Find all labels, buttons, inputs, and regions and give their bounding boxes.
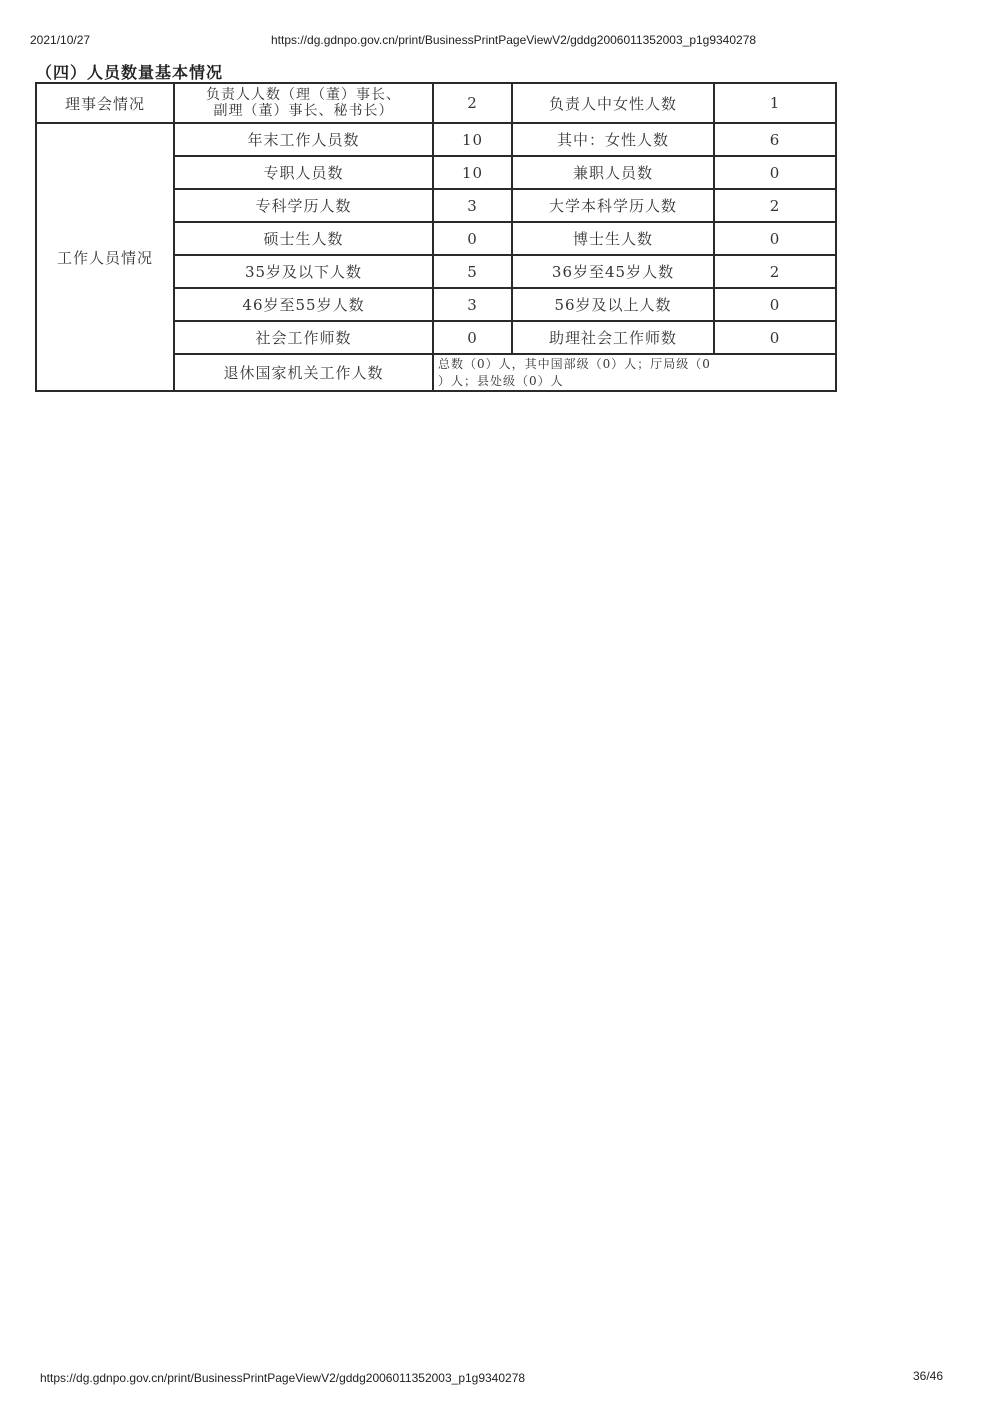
- row-value: 0: [714, 321, 836, 354]
- board-label: 理事会情况: [36, 83, 174, 123]
- row-value: 10: [433, 123, 512, 156]
- row-label: 35岁及以下人数: [174, 255, 433, 288]
- row-label: 46岁至55岁人数: [174, 288, 433, 321]
- retired-note: [433, 354, 836, 391]
- row-value: 3: [433, 189, 512, 222]
- row-value: 0: [433, 222, 512, 255]
- row-value: 0: [714, 156, 836, 189]
- female-leaders-label: 负责人中女性人数: [512, 83, 714, 123]
- retired-label: 退休国家机关工作人数: [174, 354, 433, 391]
- row-label: 专职人员数: [174, 156, 433, 189]
- section-title: （四）人员数量基本情况: [36, 63, 224, 82]
- row-value: 2: [714, 189, 836, 222]
- row-value: 6: [714, 123, 836, 156]
- row-label: 博士生人数: [512, 222, 714, 255]
- row-label: 大学本科学历人数: [512, 189, 714, 222]
- row-label: 56岁及以上人数: [512, 288, 714, 321]
- print-date: 2021/10/27: [30, 33, 91, 47]
- row-label: 其中：女性人数: [512, 123, 714, 156]
- row-label: 兼职人员数: [512, 156, 714, 189]
- row-value: 10: [433, 156, 512, 189]
- table-row: [36, 123, 836, 156]
- row-value: 0: [433, 321, 512, 354]
- staff-label: 工作人员情况: [36, 123, 174, 391]
- retired-note-line1: 总数（0）人，其中国部级（0）人；厅局级（0: [438, 356, 711, 371]
- table-row: [36, 83, 836, 123]
- row-label: 36岁至45岁人数: [512, 255, 714, 288]
- row-value: 2: [714, 255, 836, 288]
- page-number: 36/46: [913, 1369, 944, 1383]
- row-value: 3: [433, 288, 512, 321]
- row-label: 硕士生人数: [174, 222, 433, 255]
- row-value: 0: [714, 288, 836, 321]
- leaders-count-label-line2: 副理（董）事长、秘书长）: [213, 103, 394, 119]
- leaders-count-label-line1: 负责人人数（理（董）事长、: [206, 87, 401, 103]
- row-label: 年末工作人员数: [174, 123, 433, 156]
- leaders-count-label: [174, 83, 433, 123]
- row-label: 社会工作师数: [174, 321, 433, 354]
- row-value: 0: [714, 222, 836, 255]
- retired-note-line2: ）人；县处级（0）人: [438, 373, 564, 388]
- leaders-count-value: 2: [433, 83, 512, 123]
- footer-url: https://dg.gdnpo.gov.cn/print/BusinessPrintPageViewV2/gddg2006011352003_p1g9340278: [40, 1371, 526, 1385]
- row-label: 专科学历人数: [174, 189, 433, 222]
- row-label: 助理社会工作师数: [512, 321, 714, 354]
- female-leaders-value: 1: [714, 83, 836, 123]
- row-value: 5: [433, 255, 512, 288]
- staff-info-table: [35, 82, 837, 392]
- header-url: https://dg.gdnpo.gov.cn/print/BusinessPrintPageViewV2/gddg2006011352003_p1g9340278: [271, 33, 757, 47]
